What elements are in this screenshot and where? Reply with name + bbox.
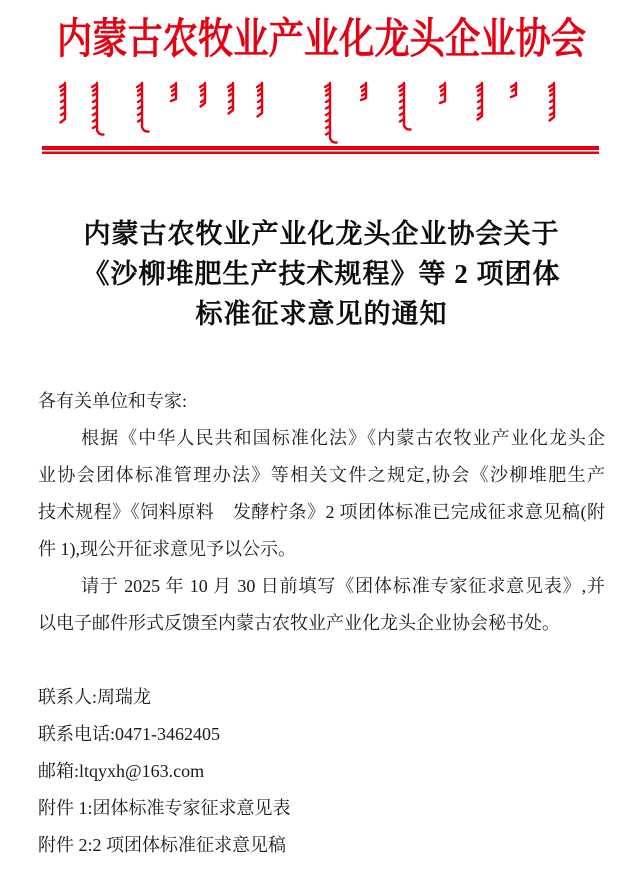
mongolian-word <box>511 83 516 97</box>
body-line: 根据《中华人民共和国标准化法》《内蒙古农牧业产业化龙头企 <box>81 428 605 448</box>
mongolian-word <box>399 83 411 130</box>
mongolian-word <box>171 83 176 101</box>
body-line: 业协会团体标准管理办法》等相关文件之规定,协会《沙柳堆肥生产 <box>38 465 605 485</box>
body-line: 件 1),现公开征求意见予以公示。 <box>38 539 296 559</box>
mongolian-word <box>440 83 445 103</box>
contact-person-line: 联系人:周瑞龙 <box>38 687 152 707</box>
mongolian-word <box>257 83 262 117</box>
red-divider-rule <box>42 146 599 154</box>
blank-line <box>38 642 605 679</box>
mongolian-word <box>549 83 554 121</box>
mongolian-script-banner <box>0 80 643 146</box>
mongolian-word <box>361 83 366 100</box>
mongolian-word <box>477 83 482 120</box>
mongolian-word <box>228 83 233 114</box>
notice-title-line-1: 内蒙古农牧业产业化龙头企业协会关于 <box>83 219 560 249</box>
mongolian-word <box>60 83 65 123</box>
mongolian-word <box>325 83 337 143</box>
org-name-heading: 内蒙古农牧业产业化龙头企业协会 <box>56 17 587 63</box>
contact-phone-line: 联系电话:0471-3462405 <box>38 724 220 744</box>
notice-title <box>0 214 643 334</box>
body-line: 以电子邮件形式反馈至内蒙古农牧业产业化龙头企业协会秘书处。 <box>38 613 560 633</box>
contact-email-line: 邮箱:ltqyxh@163.com <box>38 761 205 781</box>
body-line: 技术规程》《饲料原料 发酵柠条》2 项团体标准已完成征求意见稿(附 <box>38 502 605 522</box>
salutation-line: 各有关单位和专家: <box>38 391 188 411</box>
mongolian-word <box>137 83 149 132</box>
notice-title-line-2: 《沙柳堆肥生产技术规程》等 2 项团体 <box>82 259 561 289</box>
attachment-1-line: 附件 1:团体标准专家征求意见表 <box>38 798 291 818</box>
notice-body <box>38 383 605 864</box>
notice-title-line-3: 标准征求意见的通知 <box>195 299 448 329</box>
attachment-2-line: 附件 2:2 项团体标准征求意见稿 <box>38 835 286 855</box>
mongolian-word <box>92 83 104 135</box>
body-line: 请于 2025 年 10 月 30 日前填写《团体标准专家征求意见表》,并 <box>81 576 605 596</box>
mongolian-word <box>200 83 205 107</box>
